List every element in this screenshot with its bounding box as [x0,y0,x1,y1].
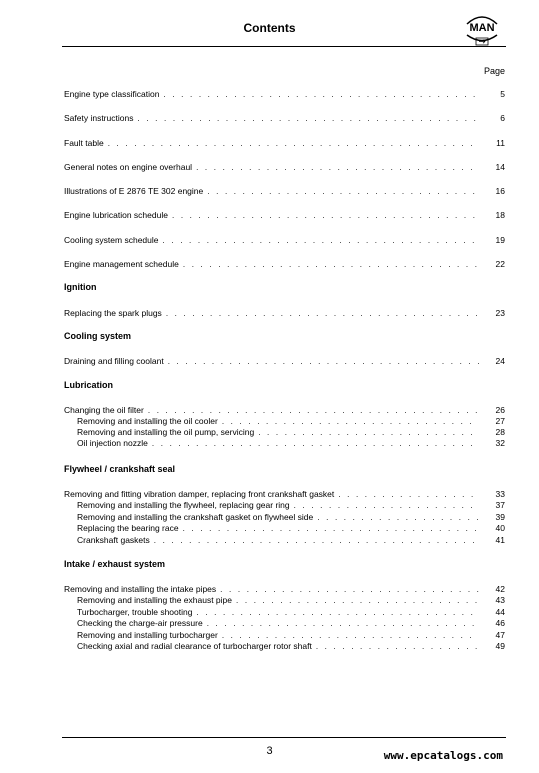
toc-subentry[interactable] [64,594,505,606]
toc-subentry[interactable] [64,617,505,629]
toc-entry-text: Safety instructions [64,113,134,123]
footer-rule [62,737,506,738]
section-heading: Cooling system [64,331,132,341]
toc-entry-text: Crankshaft gaskets [77,535,150,545]
toc-page-number: 49 [495,641,505,651]
toc-entry-text: Checking the charge-air pressure [77,618,203,628]
toc-entry-text: Removing and fitting vibration damper, replacing front crankshaft gasket [64,489,335,499]
section-heading: Ignition [64,282,97,292]
toc-page-number: 18 [495,210,505,220]
toc-entry[interactable] [64,307,505,319]
toc-entry[interactable] [64,112,505,124]
leader-dots [168,356,479,367]
toc-entry-text: Removing and installing the flywheel, replacing gear ring [77,500,290,510]
section-heading: Lubrication [64,380,113,390]
toc-entry-text: Removing and installing turbocharger [77,630,218,640]
toc-page-number: 39 [495,512,505,522]
toc-page-number: 26 [495,405,505,415]
toc-entry-text: Removing and installing the intake pipes [64,584,217,594]
toc-page-number: 27 [495,416,505,426]
toc-subentry[interactable] [64,640,505,652]
toc-page-number: 24 [495,356,505,366]
toc-entry-text: Engine management schedule [64,259,179,269]
leader-dots [183,523,479,534]
toc-entry[interactable] [64,234,505,246]
toc-entry[interactable] [64,185,505,197]
toc-entry-text: Engine lubrication schedule [64,210,168,220]
toc-page-number: 32 [495,438,505,448]
toc-entry[interactable] [64,88,505,100]
toc-page-number: 11 [496,138,505,148]
toc-page-number: 23 [495,308,505,318]
leader-dots [172,210,479,221]
toc-entry-text: Removing and installing the oil cooler [77,416,218,426]
leader-dots [236,595,479,606]
toc-entry-text: General notes on engine overhaul [64,162,193,172]
toc-page-number: 14 [495,162,505,172]
leader-dots [152,438,479,449]
leader-dots [154,535,479,546]
leader-dots [207,186,479,197]
toc-page-number: 37 [495,500,505,510]
toc-entry-text: Draining and filling coolant [64,356,164,366]
toc-entry-text: Removing and installing the exhaust pipe [77,595,232,605]
toc-subentry[interactable] [64,534,505,546]
leader-dots [294,500,479,511]
svg-text:MAN: MAN [469,22,495,34]
toc-entry-text: Replacing the spark plugs [64,308,162,318]
toc-page-number: 40 [495,523,505,533]
page-number: 3 [266,745,273,757]
toc-entry[interactable] [64,258,505,270]
page-column-label: Page [483,66,505,76]
leader-dots [207,618,479,629]
toc-subentry[interactable] [64,522,505,534]
toc-entry-text: Cooling system schedule [64,235,159,245]
toc-page-number: 28 [495,427,505,437]
toc-entry[interactable] [64,355,505,367]
leader-dots [183,259,479,270]
section-heading: Flywheel / crankshaft seal [64,464,176,474]
leader-dots [166,308,479,319]
toc-entry[interactable] [64,209,505,221]
toc-entry[interactable] [64,161,505,173]
toc-page-number: 33 [495,489,505,499]
toc-entry-text: Illustrations of E 2876 TE 302 engine [64,186,204,196]
leader-dots [137,113,479,124]
toc-entry-text: Checking axial and radial clearance of turbocharger rotor shaft [77,641,312,651]
leader-dots [108,138,479,149]
toc-entry-text: Removing and installing the crankshaft gasket on flywheel side [77,512,314,522]
toc-entry-text: Oil injection nozzle [77,438,148,448]
toc-page-number: 44 [495,607,505,617]
toc-entry-text: Fault table [64,138,104,148]
toc-page-number: 46 [495,618,505,628]
toc-page-number: 43 [495,595,505,605]
toc-page-number: 19 [495,235,505,245]
toc-page-number: 42 [495,584,505,594]
toc-subentry[interactable] [64,499,505,511]
leader-dots [163,235,480,246]
watermark-link[interactable]: www.epcatalogs.com [383,749,503,762]
toc-page-number: 5 [500,89,505,99]
section-heading: Intake / exhaust system [64,559,166,569]
toc-entry-text: Changing the oil filter [64,405,144,415]
toc-page-number: 22 [495,259,505,269]
leader-dots [196,162,479,173]
toc-page-number: 47 [495,630,505,640]
toc-page-number: 6 [500,113,505,123]
toc-entry-text: Removing and installing the oil pump, servicing [77,427,255,437]
toc-entry-text: Turbocharger, trouble shooting [77,607,193,617]
toc-page-number: 41 [495,535,505,545]
toc-subentry[interactable] [64,437,505,449]
toc-page-number: 16 [495,186,505,196]
toc-entry-text: Replacing the bearing race [77,523,179,533]
toc-entry[interactable] [64,137,505,149]
leader-dots [163,89,479,100]
toc-entry-text: Engine type classification [64,89,160,99]
header-rule [62,46,506,47]
leader-dots [316,641,479,652]
page-title: Contents [243,21,296,35]
